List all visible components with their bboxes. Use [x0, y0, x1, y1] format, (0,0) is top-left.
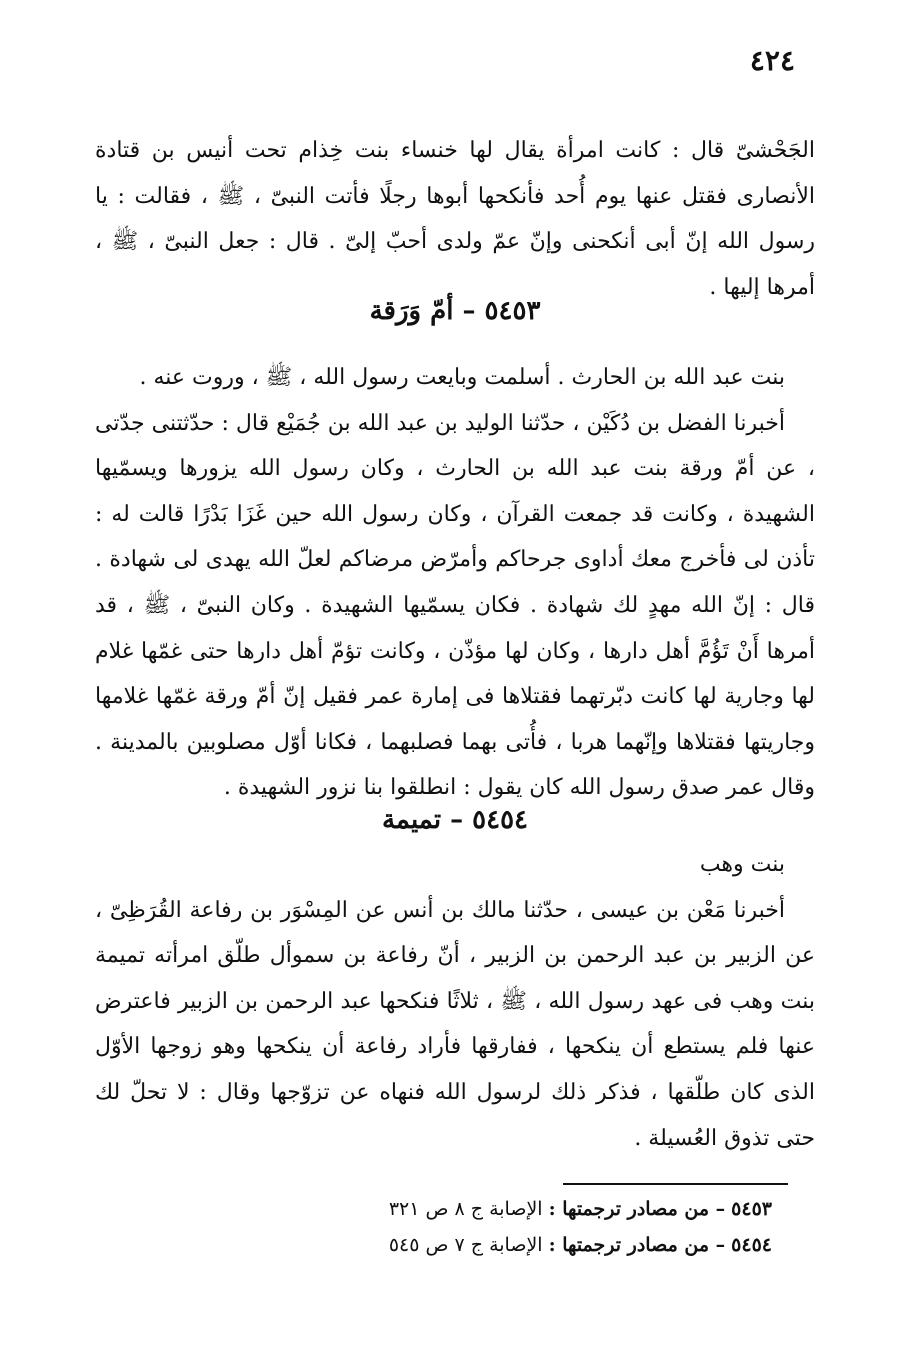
- footnote-divider: [563, 1183, 788, 1185]
- footnote-text: الإصابة ج ٧ ص ٥٤٥: [388, 1234, 543, 1256]
- paragraph: أخبرنا الفضل بن دُكَيْن ، حدّثنا الوليد بن عبد الله بن جُمَيْع قال : حدّثتنى جدّتى ، عن أمّ ورقة بنت عبد الله بن الحارث ، وكان رسول الله يزورها ويسمّيها الشهيدة ، وكانت قد جمعت القرآن ، وكان رسول الله حين غَزَا بَدْرًا قالت له : تأذن لى فأخرج معك أداوى جرحاكم وأمرّض مرضاكم لعلّ الله يهدى لى شهادة . قال : إنّ الله مهدٍ لك شهادة . فكان يسمّيها الشهيدة . وكان النبىّ ، ﷺ ، قد أمرها أَنْ تَؤُمَّ أهل دارها ، وكان لها مؤذّن ، وكانت تؤمّ أهل دارها حتى غمّها غلام لها وجارية لها كانت دبّرتهما فقتلاها فى إمارة عمر فقيل إنّ أمّ ورقة غمّها غلامها وجاريتها فقتلاها وإنّهما هربا ، فأُتى بهما فصلبهما ، فكانا أوّل مصلوبين بالمدينة . وقال عمر صدق رسول الله كان يقول : انطلقوا بنا نزور الشهيدة .: [95, 410, 815, 801]
- entry-text-5453: [95, 355, 815, 811]
- footnotes: [300, 1191, 772, 1263]
- footnote-number: ٥٤٥٤: [731, 1234, 772, 1256]
- paragraph: الجَحْشىّ قال : كانت امرأة يقال لها خنساء بنت خِذام تحت أنيس بن قتادة الأنصارى فقتل عنها يوم أُحد فأنكحها أبوها رجلًا فأتت النبىّ ، ﷺ ، فقالت : يا رسول الله إنّ أبى أنكحنى وإنّ عمّ ولدى أحبّ إلىّ . قال : جعل النبىّ ، ﷺ ، أمرها إليها .: [95, 138, 816, 300]
- entry-text-5454: [95, 842, 815, 1161]
- footnote-text: الإصابة ج ٨ ص ٣٢١: [388, 1198, 543, 1220]
- paragraph: بنت وهب: [699, 852, 785, 877]
- footnote-label: – من مصادر ترجمتها :: [548, 1198, 726, 1220]
- footnote: [300, 1227, 772, 1263]
- footnote: [300, 1191, 772, 1227]
- page-number: ٤٢٤: [749, 44, 795, 77]
- continuation-text: [95, 128, 815, 310]
- footnote-number: ٥٤٥٣: [731, 1198, 772, 1220]
- paragraph: أخبرنا مَعْن بن عيسى ، حدّثنا مالك بن أنس عن المِسْوَر بن رفاعة القُرَظِىّ ، عن الزبير بن عبد الرحمن بن الزبير ، أنّ رفاعة بن سموأل طلّق امرأته تميمة بنت وهب فى عهد رسول الله ، ﷺ ، ثلاثًا فنكحها عبد الرحمن بن الزبير فاعترض عنها فلم يستطع أن ينكحها ، ففارقها فأراد رفاعة أن ينكحها وهو زوجها الأوّل الذى كان طلّقها ، فذكر ذلك لرسول الله فنهاه عن تزوّجها وقال : لا تحلّ لك حتى تذوق العُسيلة .: [95, 897, 815, 1151]
- entry-heading-5454: ٥٤٥٤ – تميمة: [381, 805, 529, 835]
- paragraph: بنت عبد الله بن الحارث . أسلمت وبايعت رسول الله ، ﷺ ، وروت عنه .: [139, 365, 785, 390]
- entry-heading-5453: ٥٤٥٣ – أمّ وَرَقة: [369, 296, 541, 326]
- footnote-label: – من مصادر ترجمتها :: [548, 1234, 726, 1256]
